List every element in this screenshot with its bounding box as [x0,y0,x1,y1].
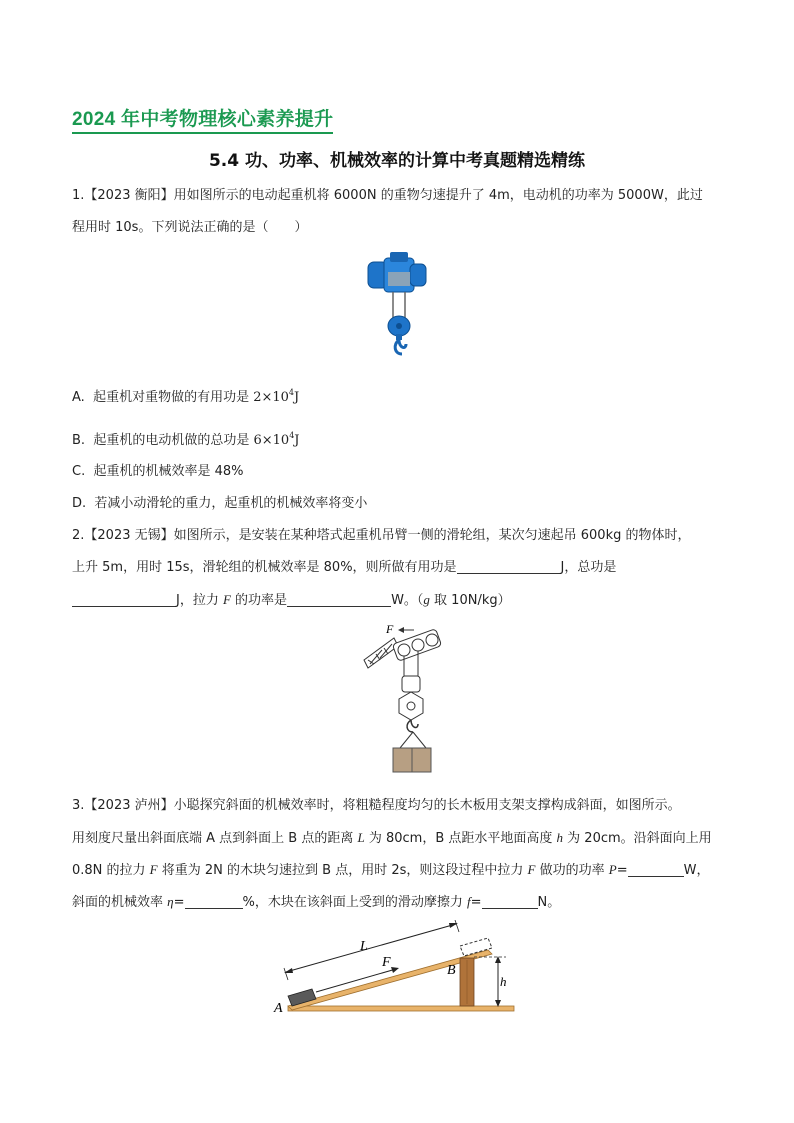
q3-blank-power[interactable] [628,862,684,877]
q2-blank-power[interactable] [287,592,391,607]
q3-stem-line1: 3.【2023 泸州】小聪探究斜面的机械效率时，将粗糙程度均匀的长木板用支架支撑构成斜面，如图所示。 [72,798,681,813]
q3-stem-line4: 斜面的机械效率 η= %，木块在该斜面上受到的滑动摩擦力 f= N。 [72,894,561,910]
fig3-label-F: F [382,955,391,970]
q1-stem-line1: 1.【2023 衡阳】用如图所示的电动起重机将 6000N 的重物匀速提升了 4m，电动机的功率为 5000W，此过 [72,188,703,203]
q3-blank-friction[interactable] [482,894,538,909]
q3-stem-line3: 0.8N 的拉力 F 将重为 2N 的木块匀速拉到 B 点，用时 2s，则这段过程中拉力 F 做功的功率 P= W， [72,862,710,878]
q2-stem-line1: 2.【2023 无锡】如图所示，是安装在某种塔式起重机吊臂一侧的滑轮组，某次匀速起吊 600kg 的物体时， [72,528,691,543]
document-title: 5.4 功、功率、机械效率的计算中考真题精选精练 [208,151,586,171]
q1-option-c[interactable]: C. 起重机的机械效率是 48% [72,464,244,479]
fig3-label-A: A [274,1001,283,1016]
q2-stem-line3: J，拉力 F 的功率是 W。（g 取 10N/kg） [72,591,511,610]
series-title: 2024 年中考物理核心素养提升 [72,104,333,134]
q3-stem-line2: 用刻度尺量出斜面底端 A 点到斜面上 B 点的距离 L 为 80cm，B 点距水平地面高度 h 为 20cm。沿斜面向上用 [72,830,712,846]
fig3-label-L: L [360,939,368,954]
pulley-block-figure [356,620,448,776]
q1-stem-line2: 程用时 10s。下列说法正确的是（ ） [72,220,308,235]
fig3-label-B: B [447,963,456,978]
inclined-plane-figure [272,920,522,1016]
q2-stem-line2: 上升 5m，用时 15s，滑轮组的机械效率是 80%，则所做有用功是 J，总功是 [72,560,617,575]
q2-blank-total-work[interactable] [72,592,176,607]
electric-hoist-figure [362,248,432,360]
q3-blank-efficiency[interactable] [185,894,243,909]
q1-option-b[interactable]: B. 起重机的电动机做的总功是 $6\times 10^4J$ [72,431,300,448]
fig2-label-F: F [386,622,394,636]
fig3-label-h: h [500,974,507,989]
q2-blank-useful-work[interactable] [457,559,561,574]
q1-option-d[interactable]: D. 若减小动滑轮的重力，起重机的机械效率将变小 [72,496,368,511]
q1-option-a[interactable]: A. 起重机对重物做的有用功是 $2\times 10^4J$ [72,388,300,405]
